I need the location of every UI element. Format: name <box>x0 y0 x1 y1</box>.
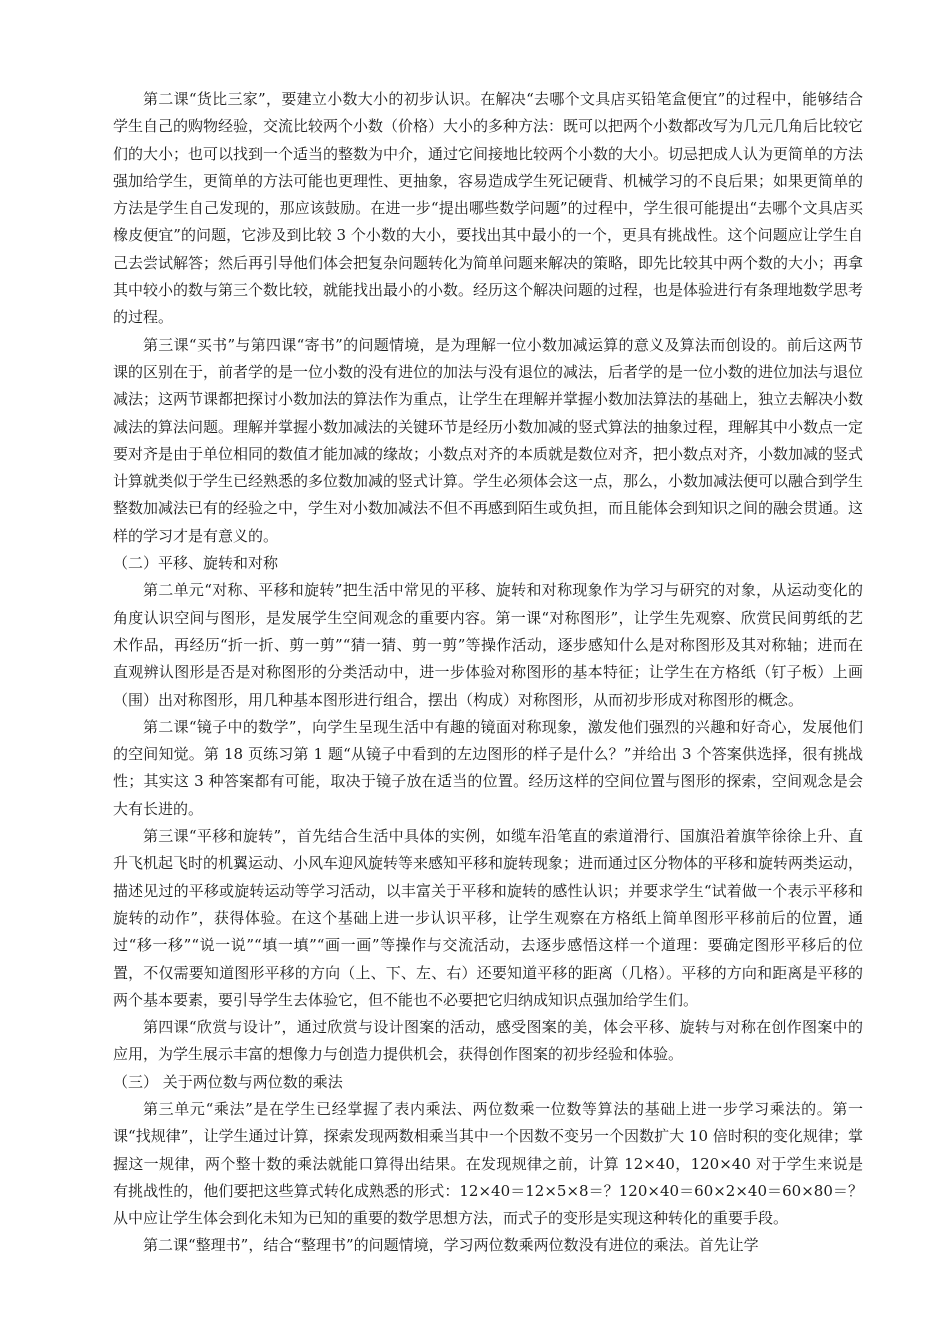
document-page <box>113 86 863 1260</box>
section-heading-two-digit-multiplication: （三） 关于两位数与两位数的乘法 <box>113 1072 343 1091</box>
section-heading-translation-rotation-symmetry: （二）平移、旋转和对称 <box>113 554 279 573</box>
paragraph-organize-books: 第二课“整理书”，结合“整理书”的问题情境，学习两位数乘两位数没有进位的乘法。首先让学 <box>143 1236 759 1255</box>
paragraph-mirror-math: 第二课“镜子中的数学”，向学生呈现生活中有趣的镜面对称现象，激发他们强烈的兴趣和好奇心，发展他们的空间知觉。第 18 页练习第 1 题“从镜子中看到的左边图形的样子是什么？”并给出 3 个答案供选择，很有挑战性；其实这 3 种答案都有可能，取决于镜子放在适当的位置。经历这样的空间位置与图形的探索，空间观念是会大有长进的。 <box>113 717 863 818</box>
paragraph-lesson2-compare-prices: 第二课“货比三家”，要建立小数大小的初步认识。在解决“去哪个文具店买铅笔盒便宜”的过程中，能够结合学生自己的购物经验，交流比较两个小数（价格）大小的多种方法：既可以把两个小数都改写为几元几角后比较它们的大小；也可以找到一个适当的整数为中介，通过它间接地比较两个小数的大小。切忌把成人认为更简单的方法强加给学生，更简单的方法可能也更理性、更抽象，容易造成学生死记硬背、机械学习的不良后果；如果更简单的方法是学生自己发现的，那应该鼓励。在进一步“提出哪些数学问题”的过程中，学生很可能提出“去哪个文具店买橡皮便宜”的问题，它涉及到比较 3 个小数的大小，要找出其中最小的一个，更具有挑战性。这个问题应让学生自己去尝试解答；然后再引导他们体会把复杂问题转化为简单问题来解决的策略，即先比较其中两个数的大小；再拿其中较小的数与第三个数比较，就能找出最小的小数。经历这个解决问题的过程，也是体验进行有条理地数学思考的过程。 <box>113 90 864 327</box>
paragraph-lesson3-4-buy-send-books: 第三课“买书”与第四课“寄书”的问题情境，是为理解一位小数加减运算的意义及算法而创设的。前后这两节课的区别在于，前者学的是一位小数的没有进位的加法与没有退位的减法，后者学的是一位小数的进位加法与退位减法；这两节课都把探讨小数加法的算法作为重点，让学生在理解并掌握小数加法算法的基础上，独立去解决小数减法的算法问题。理解并掌握小数加减法的关键环节是经历小数加减的竖式算法的抽象过程，理解其中小数点一定要对齐是由于单位相同的数值才能加减的缘故；小数点对齐的本质就是数位对齐，把小数点对齐，小数加减的竖式计算就类似于学生已经熟悉的多位数加减的竖式计算。学生必须体会这一点，那么，小数加减法便可以融合到学生整数加减法已有的经验之中，学生对小数加减法不但不再感到陌生或负担，而且能体会到知识之间的融会贯通。这样的学习才是有意义的。 <box>113 335 864 545</box>
paragraph-unit3-multiplication: 第三单元“乘法”是在学生已经掌握了表内乘法、两位数乘一位数等算法的基础上进一步学习乘法的。第一课“找规律”，让学生通过计算，探索发现两数相乘当其中一个因数不变另一个因数扩大 10 倍时积的变化规律；掌握这一规律，两个整十数的乘法就能口算得出结果。在发现规律之前，计算 12×40，120×40 对于学生来说是有挑战性的，他们要把这些算式转化成熟悉的形式：12×40＝12×5×8＝？120×40＝60×2×40＝60×80＝？从中应让学生体会到化未知为已知的重要的数学思想方法，而式子的变形是实现这种转化的重要手段。 <box>113 1099 863 1228</box>
paragraph-unit2-symmetric-figures: 第二单元“对称、平移和旋转”把生活中常见的平移、旋转和对称现象作为学习与研究的对象，从运动变化的角度认识空间与图形，是发展学生空间观念的重要内容。第一课“对称图形”，让学生先观察、欣赏民间剪纸的艺术作品，再经历“折一折、剪一剪”“猜一猜、剪一剪”等操作活动，逐步感知什么是对称图形及其对称轴；进而在直观辨认图形是否是对称图形的分类活动中，进一步体验对称图形的基本特征；让学生在方格纸（钉子板）上画（围）出对称图形，用几种基本图形进行组合，摆出（构成）对称图形，从而初步形成对称图形的概念。 <box>113 581 863 709</box>
paragraph-appreciation-and-design: 第四课“欣赏与设计”，通过欣赏与设计图案的活动，感受图案的美，体会平移、旋转与对称在创作图案中的应用，为学生展示丰富的想像力与创造力提供机会，获得创作图案的初步经验和体验。 <box>113 1018 863 1064</box>
paragraph-translation-and-rotation: 第三课“平移和旋转”，首先结合生活中具体的实例，如缆车沿笔直的索道滑行、国旗沿着旗竿徐徐上升、直升飞机起飞时的机翼运动、小风车迎风旋转等来感知平移和旋转现象；进而通过区分物体的平移和旋转两类运动，描述见过的平移或旋转运动等学习活动，以丰富关于平移和旋转的感性认识；并要求学生“试着做一个表示平移和旋转的动作”，获得体验。在这个基础上进一步认识平移，让学生观察在方格纸上简单图形平移前后的位置，通过“移一移”“说一说”“填一填”“画一画”等操作与交流活动，去逐步感悟这样一个道理：要确定图形平移后的位置，不仅需要知道图形平移的方向（上、下、左、右）还要知道平移的距离（几格）。平移的方向和距离是平移的两个基本要素，要引导学生去体验它，但不能也不必要把它归纳成知识点强加给学生们。 <box>113 827 864 1009</box>
